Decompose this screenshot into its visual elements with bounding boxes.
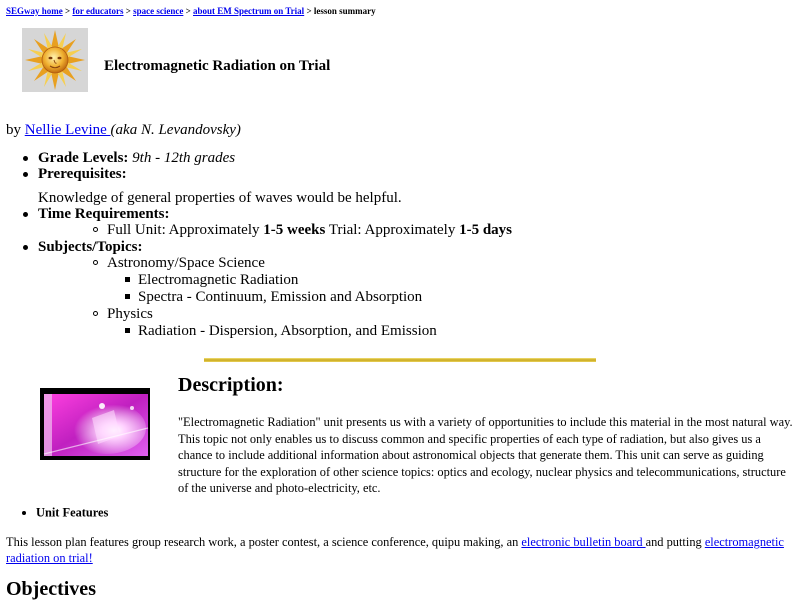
- time-requirements-detail: [38, 222, 790, 239]
- breadcrumb-current: lesson summary: [313, 6, 376, 16]
- description-heading: Description:: [178, 374, 284, 396]
- time-trial-value: 1-5 days: [459, 222, 513, 238]
- subjects-topics-label: Subjects/Topics:: [38, 239, 143, 255]
- grade-levels-label: Grade Levels:: [38, 150, 129, 166]
- byline-prefix: by: [6, 122, 21, 138]
- prism-light-photo: [40, 388, 150, 460]
- time-requirements-item: [0, 206, 790, 239]
- breadcrumb-link-space-science[interactable]: space science: [133, 6, 184, 16]
- topic-spectra: Spectra - Continuum, Emission and Absorption: [38, 289, 790, 306]
- breadcrumb: [6, 6, 376, 16]
- page-title: Electromagnetic Radiation on Trial: [104, 58, 331, 74]
- bullet-icon: [22, 511, 26, 515]
- topic-radiation: Radiation - Dispersion, Absorption, and Emission: [38, 323, 790, 340]
- breadcrumb-separator: >: [185, 6, 191, 16]
- byline: [6, 122, 241, 139]
- features-text-before: This lesson plan features group research work, a poster contest, a science conference, quipu making, an: [6, 535, 522, 549]
- grade-levels-value: 9th - 12th grades: [132, 150, 236, 166]
- author-aka: (aka N. Levandovsky): [110, 122, 241, 138]
- breadcrumb-link-for-educators[interactable]: for educators: [72, 6, 124, 16]
- lesson-info-list: [0, 150, 790, 340]
- time-full-prefix: Full Unit: Approximately: [107, 222, 260, 238]
- breadcrumb-separator: >: [125, 6, 131, 16]
- unit-features-item: [22, 505, 108, 521]
- features-text-middle: and putting: [645, 535, 705, 549]
- time-full-value: 1-5 weeks: [263, 222, 326, 238]
- time-requirements-label: Time Requirements:: [38, 206, 170, 222]
- unit-features-label: Unit Features: [36, 505, 109, 520]
- subject-astronomy: Astronomy/Space Science: [38, 255, 790, 272]
- subject-physics: Physics: [38, 306, 790, 323]
- topic-electromagnetic-radiation: Electromagnetic Radiation: [38, 272, 790, 289]
- sun-logo: [22, 28, 88, 92]
- prism-image-icon: [40, 388, 150, 460]
- time-trial-prefix: Trial: Approximately: [328, 222, 456, 238]
- subjects-topics-item: [0, 239, 790, 340]
- description-text: "Electromagnetic Radiation" unit presents us with a variety of opportunities to include this material in the most natural way. This topic not only enables us to discuss common and specific properties of each type of radiation, but also gives us a chance to include additional information about astronomical objects that generate them. This unit can serve as guiding structure for the exploration of other science topics: optics and ecology, nuclear physics and telecommunications, structure of the universe and photo-electricity, etc.: [178, 415, 793, 495]
- grade-levels-item: [0, 150, 790, 166]
- objectives-heading: Objectives: [6, 578, 96, 600]
- breadcrumb-separator: >: [306, 6, 312, 16]
- sun-icon: [22, 28, 88, 92]
- prerequisites-label: Prerequisites:: [38, 166, 127, 182]
- electronic-bulletin-board-link[interactable]: electronic bulletin board: [521, 535, 646, 549]
- breadcrumb-link-segway-home[interactable]: SEGway home: [6, 6, 63, 16]
- prerequisites-item: [0, 166, 790, 206]
- em-radiation-on-trial-link[interactable]: electromagnetic radiation on trial!: [6, 535, 784, 565]
- unit-features-text: [6, 534, 796, 566]
- breadcrumb-separator: >: [65, 6, 71, 16]
- gold-divider: [204, 358, 596, 362]
- breadcrumb-link-about-em-spectrum[interactable]: about EM Spectrum on Trial: [193, 6, 305, 16]
- author-link[interactable]: Nellie Levine: [24, 122, 111, 138]
- prerequisites-text: Knowledge of general properties of waves would be helpful.: [38, 190, 402, 206]
